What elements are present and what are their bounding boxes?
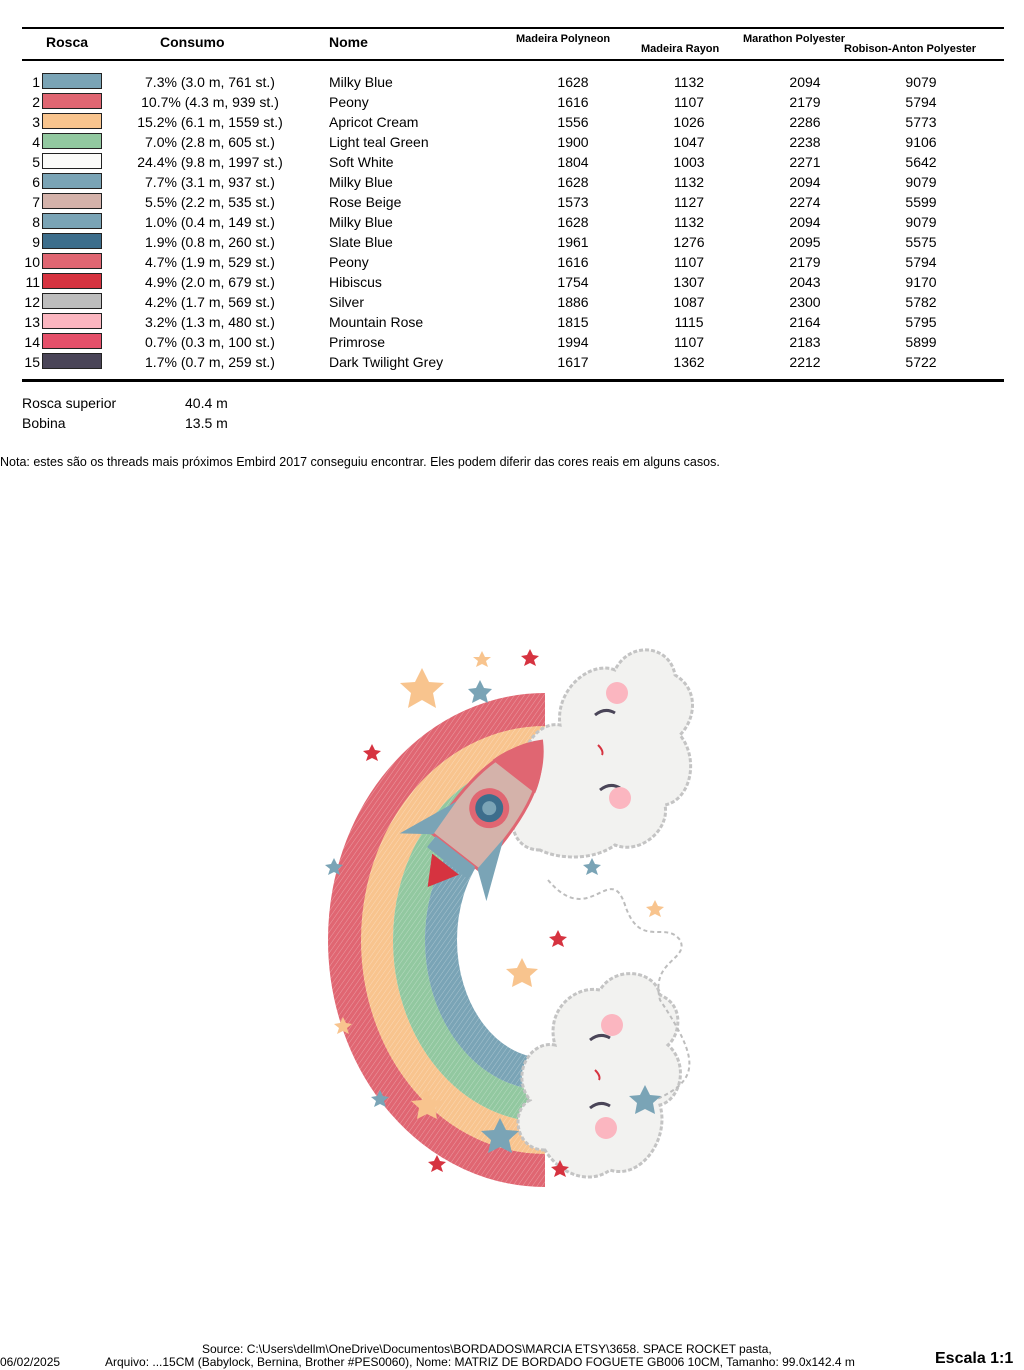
row-marathon-polyester: 2300 <box>789 294 821 310</box>
row-madeira-polyneon: 1815 <box>557 314 589 330</box>
disclaimer-note: Nota: estes são os threads mais próximos Embird 2017 conseguiu encontrar. Eles podem diferir das cores reais em alguns casos. <box>0 455 720 469</box>
row-robison-anton-polyester: 9170 <box>905 274 937 290</box>
row-madeira-polyneon: 1617 <box>557 354 589 370</box>
row-nome: Soft White <box>329 154 394 170</box>
row-marathon-polyester: 2179 <box>789 254 821 270</box>
row-marathon-polyester: 2164 <box>789 314 821 330</box>
header-madeira-rayon: Madeira Rayon <box>641 43 720 55</box>
footer-source: Source: C:\Users\dellm\OneDrive\Documentos\BORDADOS\MARCIA ETSY\3658. SPACE ROCKET pasta, <box>202 1342 772 1356</box>
row-consumo: 24.4% (9.8 m, 1997 st.) <box>137 154 283 170</box>
row-nome: Dark Twilight Grey <box>329 354 444 370</box>
row-marathon-polyester: 2238 <box>789 134 821 150</box>
row-consumo: 7.0% (2.8 m, 605 st.) <box>145 134 275 150</box>
row-madeira-rayon: 1107 <box>673 94 705 110</box>
row-marathon-polyester: 2183 <box>789 334 821 350</box>
row-nome: Peony <box>329 254 369 270</box>
row-consumo: 3.2% (1.3 m, 480 st.) <box>145 314 275 330</box>
row-madeira-rayon: 1307 <box>673 274 705 290</box>
row-consumo: 5.5% (2.2 m, 535 st.) <box>145 194 275 210</box>
row-robison-anton-polyester: 5642 <box>905 154 937 170</box>
header-nome: Nome <box>329 34 368 50</box>
row-marathon-polyester: 2095 <box>789 234 821 250</box>
row-consumo: 4.7% (1.9 m, 529 st.) <box>145 254 275 270</box>
row-madeira-rayon: 1362 <box>673 354 705 370</box>
row-madeira-rayon: 1132 <box>673 74 705 90</box>
row-madeira-rayon: 1107 <box>673 334 705 350</box>
row-consumo: 1.7% (0.7 m, 259 st.) <box>145 354 275 370</box>
row-nome: Slate Blue <box>329 234 393 250</box>
row-robison-anton-polyester: 5782 <box>905 294 937 310</box>
header-consumo: Consumo <box>160 34 225 50</box>
bobina-label: Bobina <box>22 415 66 431</box>
row-madeira-rayon: 1026 <box>673 114 705 130</box>
row-consumo: 1.9% (0.8 m, 260 st.) <box>145 234 275 250</box>
footer-escala: Escala 1:1 <box>935 1350 1014 1367</box>
row-madeira-polyneon: 1573 <box>557 194 589 210</box>
row-madeira-rayon: 1127 <box>673 194 705 210</box>
row-number: 5 <box>32 154 40 170</box>
row-nome: Light teal Green <box>329 134 429 150</box>
row-nome: Silver <box>329 294 365 310</box>
row-madeira-rayon: 1115 <box>674 314 704 330</box>
row-madeira-polyneon: 1804 <box>557 154 589 170</box>
row-number: 10 <box>24 254 40 270</box>
row-number: 2 <box>32 94 40 110</box>
row-marathon-polyester: 2094 <box>789 214 821 230</box>
row-nome: Apricot Cream <box>329 114 419 130</box>
row-consumo: 1.0% (0.4 m, 149 st.) <box>145 214 275 230</box>
row-number: 13 <box>24 314 40 330</box>
row-marathon-polyester: 2094 <box>789 174 821 190</box>
row-robison-anton-polyester: 5795 <box>905 314 937 330</box>
row-marathon-polyester: 2271 <box>789 154 821 170</box>
row-number: 4 <box>32 134 40 150</box>
row-number: 15 <box>24 354 40 370</box>
row-marathon-polyester: 2212 <box>789 354 821 370</box>
row-nome: Primrose <box>329 334 386 350</box>
row-consumo: 7.3% (3.0 m, 761 st.) <box>145 74 275 90</box>
header-robison-anton-polyester: Robison-Anton Polyester <box>844 43 977 55</box>
row-madeira-polyneon: 1628 <box>557 74 589 90</box>
row-robison-anton-polyester: 5794 <box>905 94 937 110</box>
row-madeira-polyneon: 1628 <box>557 174 589 190</box>
row-nome: Milky Blue <box>329 74 393 90</box>
row-consumo: 4.2% (1.7 m, 569 st.) <box>145 294 275 310</box>
row-marathon-polyester: 2043 <box>789 274 821 290</box>
row-robison-anton-polyester: 5599 <box>905 194 937 210</box>
row-madeira-rayon: 1132 <box>673 174 705 190</box>
row-marathon-polyester: 2274 <box>789 194 821 210</box>
row-madeira-rayon: 1003 <box>673 154 705 170</box>
bottom-cloud <box>518 974 680 1177</box>
row-robison-anton-polyester: 9106 <box>905 134 937 150</box>
row-number: 14 <box>24 334 40 350</box>
row-consumo: 0.7% (0.3 m, 100 st.) <box>145 334 275 350</box>
row-madeira-rayon: 1107 <box>673 254 705 270</box>
row-number: 8 <box>32 214 40 230</box>
row-consumo: 7.7% (3.1 m, 937 st.) <box>145 174 275 190</box>
row-madeira-polyneon: 1754 <box>557 274 589 290</box>
header-marathon-polyester: Marathon Polyester <box>743 33 846 45</box>
row-consumo: 15.2% (6.1 m, 1559 st.) <box>137 114 283 130</box>
row-number: 3 <box>32 114 40 130</box>
row-marathon-polyester: 2179 <box>789 94 821 110</box>
row-madeira-rayon: 1087 <box>673 294 705 310</box>
row-madeira-polyneon: 1961 <box>557 234 589 250</box>
row-madeira-polyneon: 1616 <box>557 94 589 110</box>
row-nome: Peony <box>329 94 369 110</box>
row-robison-anton-polyester: 5722 <box>905 354 937 370</box>
row-madeira-polyneon: 1616 <box>557 254 589 270</box>
row-robison-anton-polyester: 5899 <box>905 334 937 350</box>
row-marathon-polyester: 2286 <box>789 114 821 130</box>
row-madeira-polyneon: 1900 <box>557 134 589 150</box>
row-number: 7 <box>32 194 40 210</box>
row-robison-anton-polyester: 9079 <box>905 214 937 230</box>
row-number: 12 <box>24 294 40 310</box>
row-madeira-polyneon: 1556 <box>557 114 589 130</box>
row-robison-anton-polyester: 5794 <box>905 254 937 270</box>
row-nome: Milky Blue <box>329 214 393 230</box>
row-madeira-polyneon: 1886 <box>557 294 589 310</box>
row-madeira-rayon: 1276 <box>673 234 705 250</box>
rosca-superior-value: 40.4 m <box>185 395 228 411</box>
row-number: 1 <box>32 74 40 90</box>
row-nome: Mountain Rose <box>329 314 424 330</box>
row-consumo: 4.9% (2.0 m, 679 st.) <box>145 274 275 290</box>
rosca-superior-label: Rosca superior <box>22 395 117 411</box>
row-number: 11 <box>25 274 40 290</box>
footer-arquivo: Arquivo: ...15CM (Babylock, Bernina, Brother #PES0060), Nome: MATRIZ DE BORDADO FOGUETE GB006 10CM, Tamanho: 99.0x142.4 m <box>105 1355 855 1369</box>
row-robison-anton-polyester: 9079 <box>905 74 937 90</box>
header-madeira-polyneon: Madeira Polyneon <box>516 33 611 45</box>
row-number: 9 <box>32 234 40 250</box>
row-madeira-rayon: 1047 <box>673 134 705 150</box>
row-number: 6 <box>32 174 40 190</box>
row-nome: Hibiscus <box>329 274 382 290</box>
row-nome: Rose Beige <box>329 194 402 210</box>
row-madeira-rayon: 1132 <box>673 214 705 230</box>
bobina-value: 13.5 m <box>185 415 228 431</box>
row-robison-anton-polyester: 5575 <box>905 234 937 250</box>
row-marathon-polyester: 2094 <box>789 74 821 90</box>
row-consumo: 10.7% (4.3 m, 939 st.) <box>141 94 279 110</box>
row-robison-anton-polyester: 9079 <box>905 174 937 190</box>
row-nome: Milky Blue <box>329 174 393 190</box>
header-rosca: Rosca <box>46 34 89 50</box>
row-madeira-polyneon: 1628 <box>557 214 589 230</box>
footer-date: 06/02/2025 <box>0 1355 61 1369</box>
row-robison-anton-polyester: 5773 <box>905 114 937 130</box>
row-madeira-polyneon: 1994 <box>557 334 589 350</box>
